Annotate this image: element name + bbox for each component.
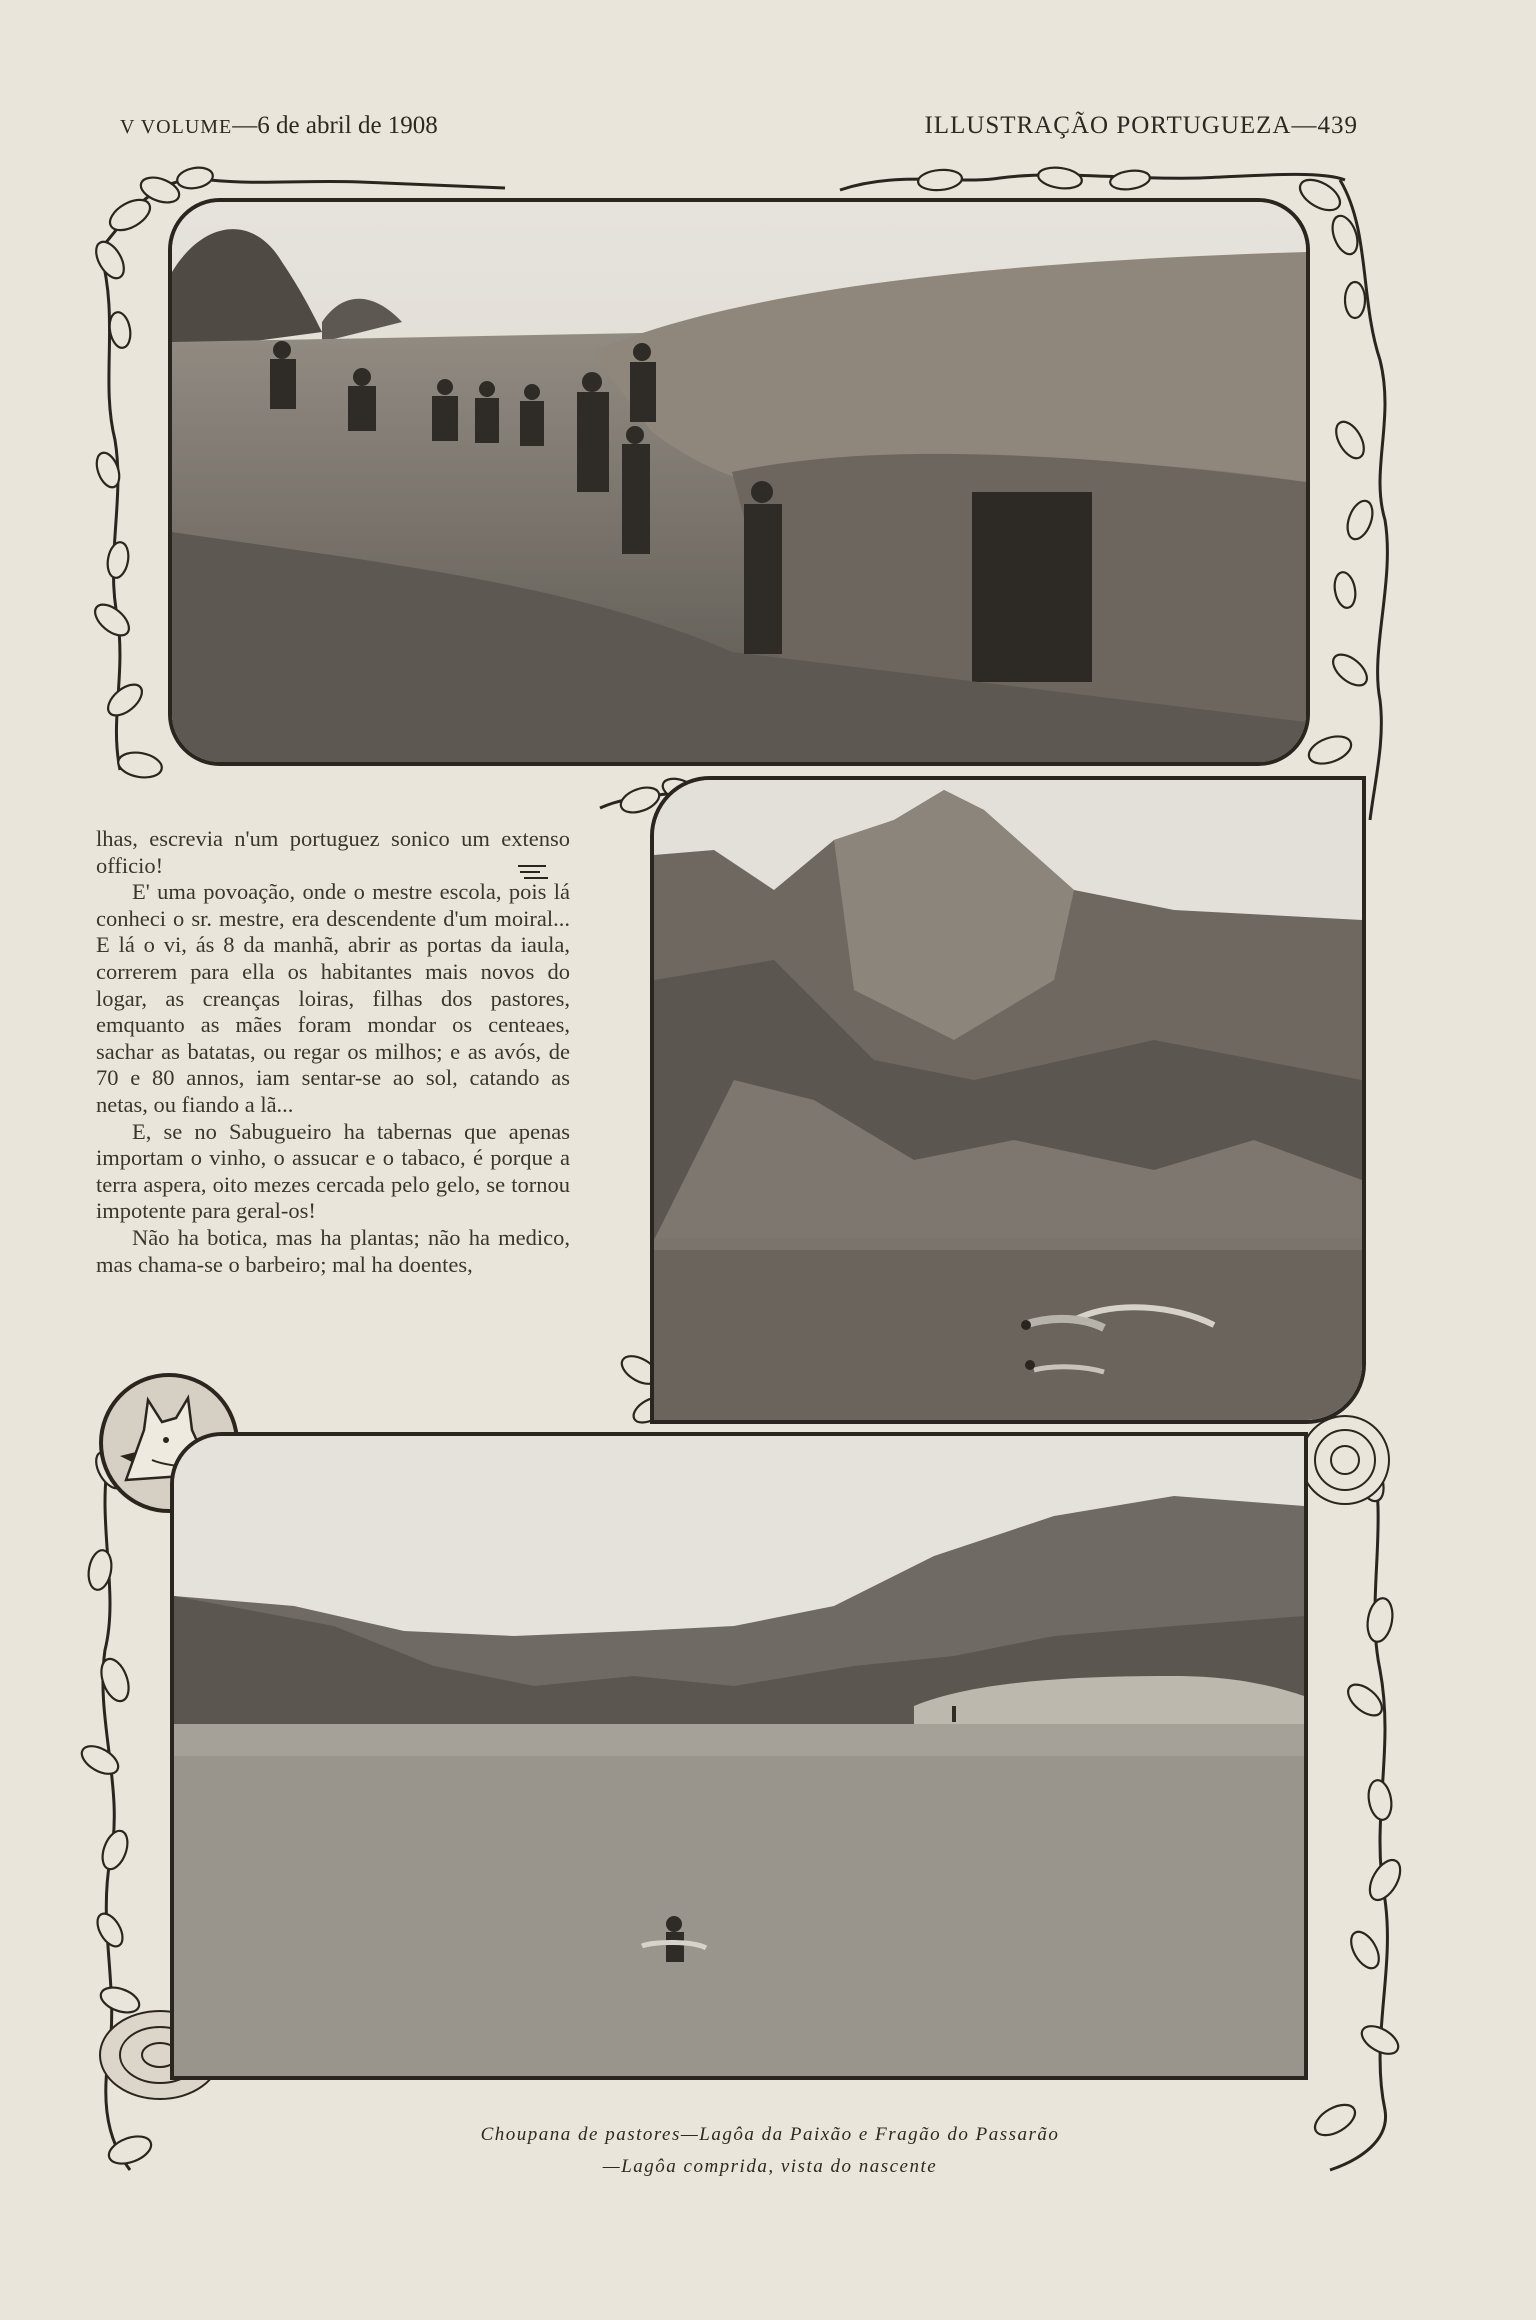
photo-lagoa-comprida <box>170 1432 1308 2080</box>
article-paragraph-2: E' uma povoação, onde o mestre escola, pois lá conheci o sr. mestre, era descendente d'um moiral... E lá o vi, ás 8 da manhã, abrir as portas da iaula, correrem para ella os habitantes mais novos do logar, as creanças loiras, filhas dos pastores, emquanto as mães foram mondar os centeaes, sachar as batatas, ou regar os milhos; e as avós, de 70 e 80 annos, iam sentar-se ao sol, catando as netas, ou fiando a lã... <box>96 879 570 1117</box>
page-number: 439 <box>1317 112 1358 139</box>
photo-lagoa-da-paixao-image <box>654 780 1362 1420</box>
volume-label: V VOLUME <box>120 116 233 138</box>
article-paragraph-3: E, se no Sabugueiro ha tabernas que apenas importam o vinho, o assucar e o tabaco, é porque a terra aspera, oito mezes cercada pelo gelo, se tornou impotente para geral-os! <box>96 1118 570 1224</box>
issue-date: 6 de abril de 1908 <box>257 112 438 139</box>
photo-lagoa-da-paixao <box>650 776 1366 1424</box>
photo-lagoa-comprida-image <box>174 1436 1304 2076</box>
publication-title: ILLUSTRAÇÃO PORTUGUEZA <box>924 112 1292 139</box>
article-text <box>96 826 570 1278</box>
article-paragraph-4: Não ha botica, mas ha plantas; não ha medico, mas chama-se o barbeiro; mal ha doentes, <box>96 1224 570 1277</box>
photo-caption-line-1: Choupana de pastores—Lagôa da Paixão e Fragão do Passarão <box>480 2124 1060 2145</box>
header-separator: — <box>232 112 258 139</box>
article-paragraph-1: lhas, escrevia n'um portuguez sonico um extenso officio! <box>96 826 570 878</box>
photo-shepherds-hut-image <box>172 202 1306 762</box>
header-separator-2: — <box>1291 112 1318 139</box>
photo-caption-line-2: —Lagôa comprida, vista do nascente <box>602 2156 938 2177</box>
chrysanthemum-ornament <box>1301 1416 1389 1504</box>
photo-shepherds-hut <box>168 198 1310 766</box>
